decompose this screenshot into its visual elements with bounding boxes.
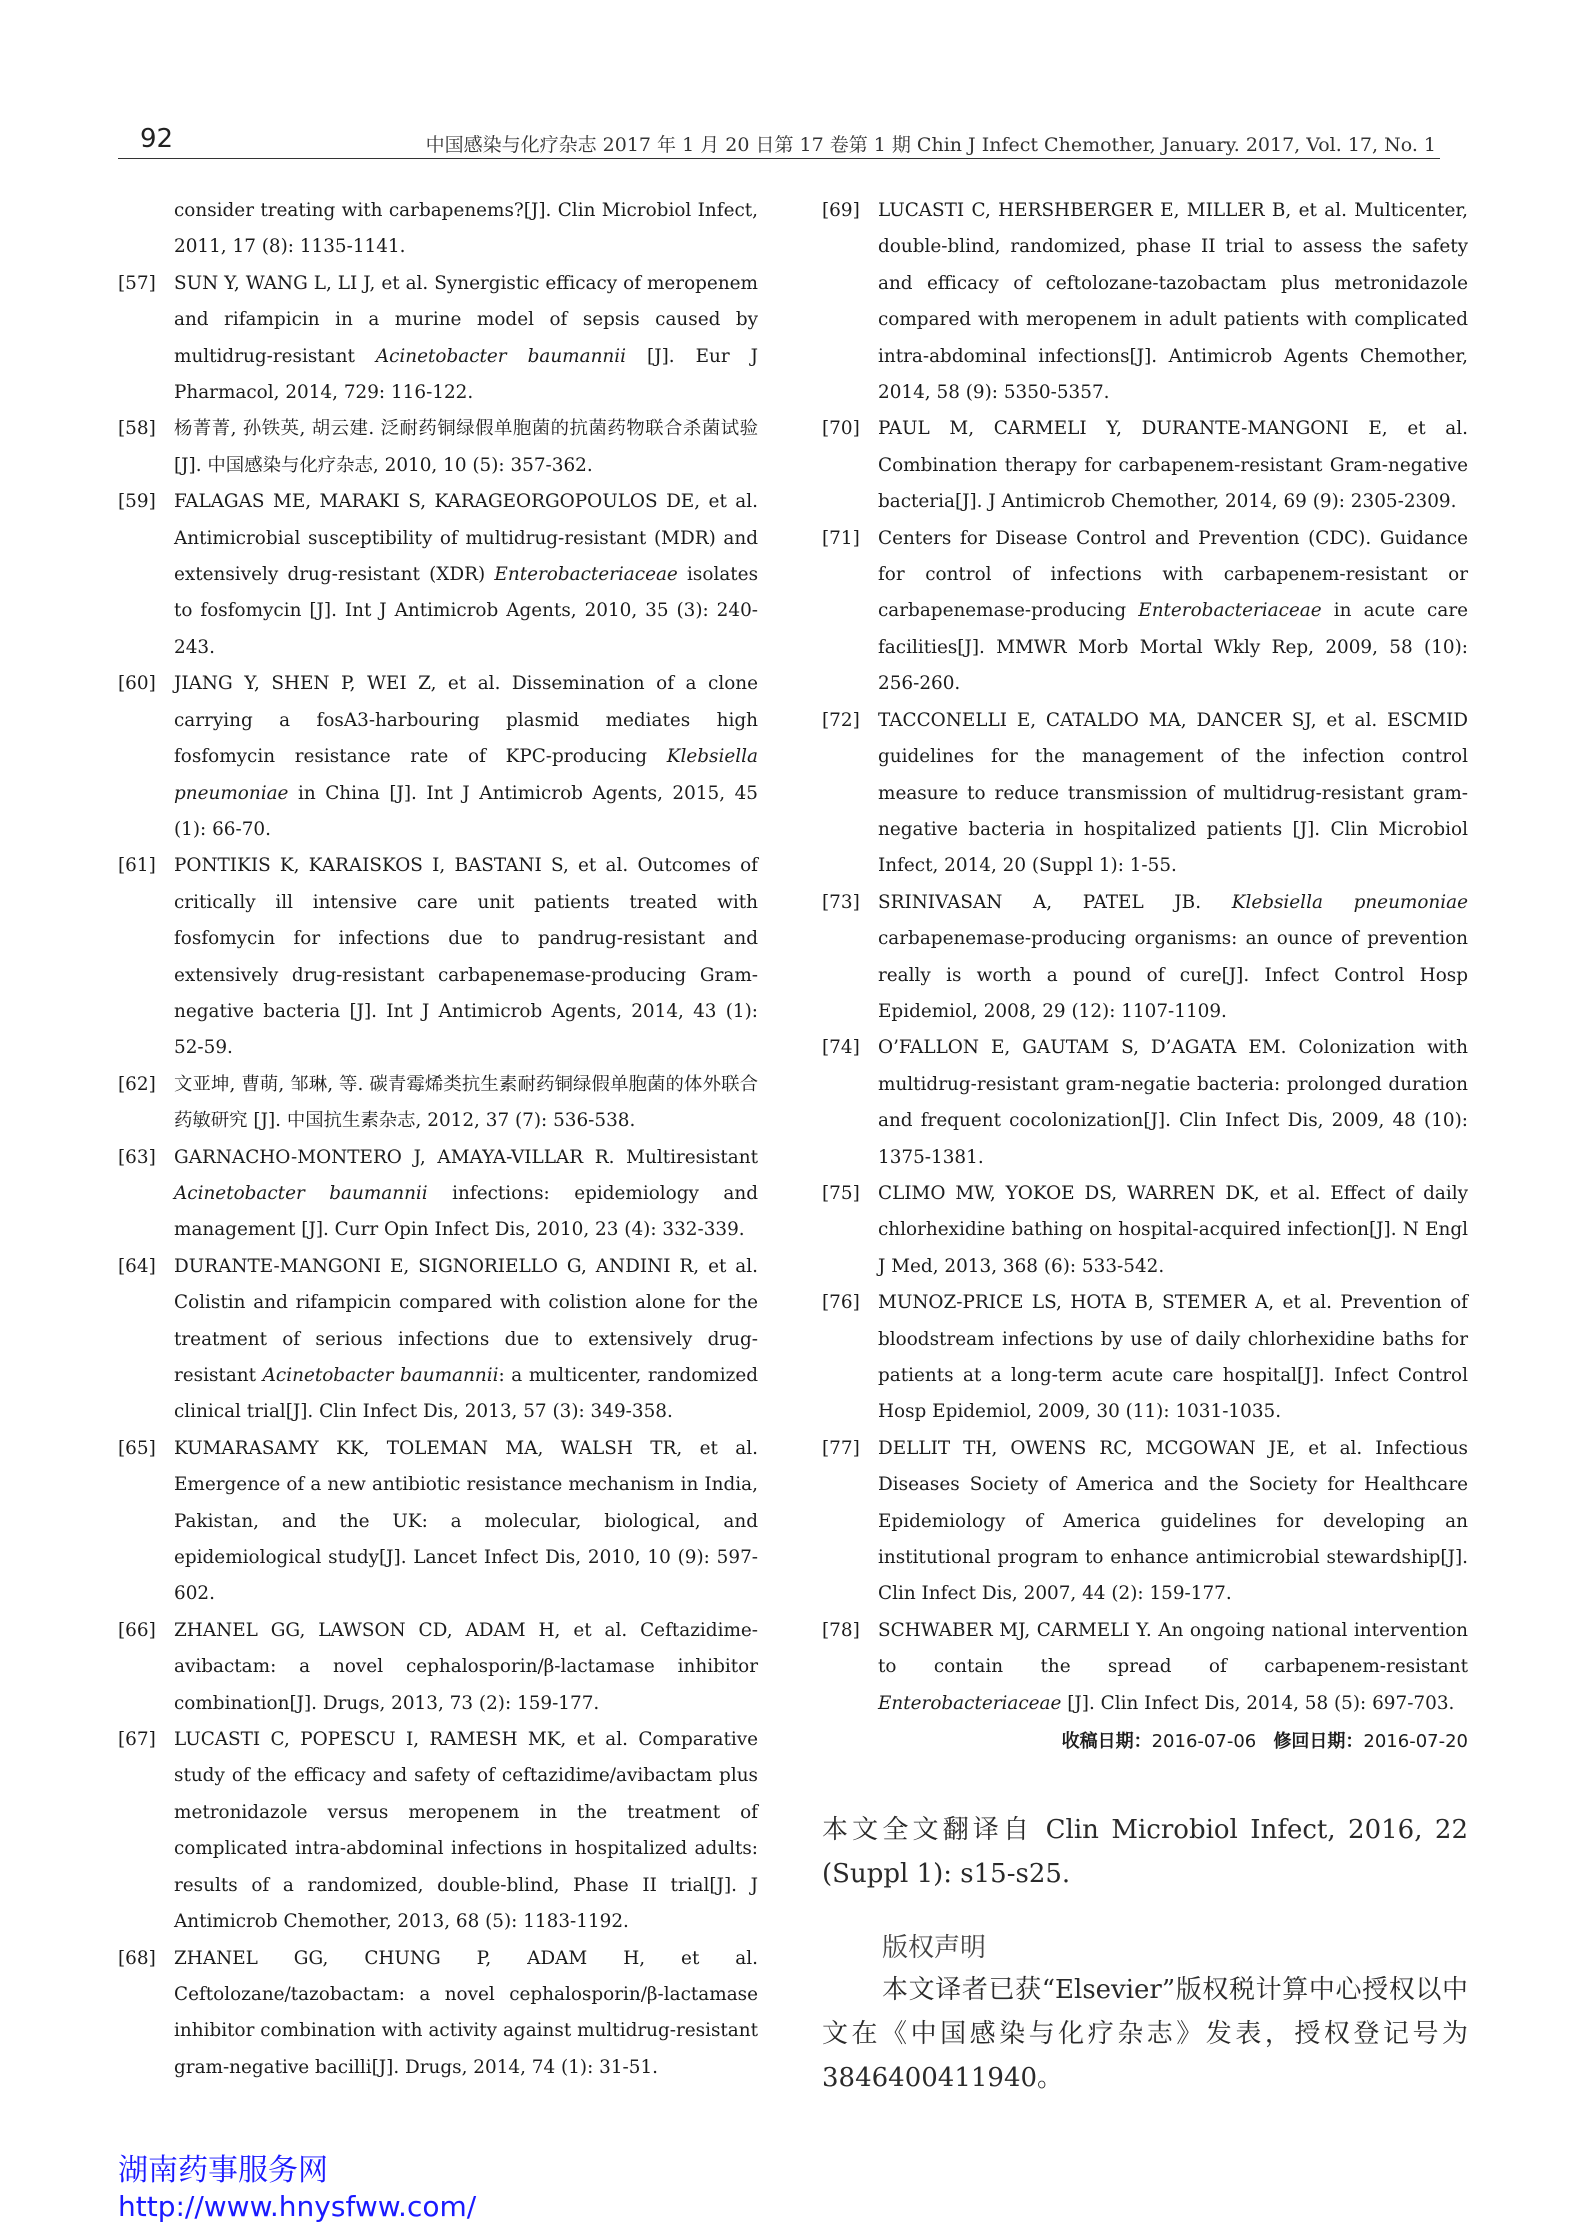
reference-item [118,193,758,266]
reference-item [822,1176,1468,1285]
reference-text: in acute care facilities[J]. MMWR Morb Mortal Wkly Rep, 2009, 58 (10): 256-260. [878,600,1468,695]
species-name: Enterobacteriaceae [494,564,678,586]
page-header [118,118,1440,159]
reference-item [118,666,758,848]
reference-text: FALAGAS ME, MARAKI S, KARAGEORGOPOULOS DE, et al. Antimicrobial susceptibility of multidrug-resistant (MDR) and extensively drug-resistant (XDR) [174,491,758,586]
species-name: Klebsiella pneumoniae [174,746,758,804]
reference-number: [57] [118,272,156,294]
translation-note: 本文全文翻译自 Clin Microbiol Infect, 2016, 22 (Suppl 1): s15-s25. [822,1815,1468,1890]
reference-number: [75] [822,1182,860,1204]
reference-list-left [118,266,758,2086]
reference-text: isolates to fosfomycin [J]. Int J Antimicrob Agents, 2010, 35 (3): 240-243. [174,564,759,658]
reference-text: PAUL M, CARMELI Y, DURANTE-MANGONI E, et al. Combination therapy for carbapenem-resistant Gram-negative bacteria[J]. J Antimicrob Chemother, 2014, 69 (9): 2305-2309. [878,418,1468,513]
revised-label: 修回日期： [1273,1731,1364,1753]
reference-item [822,885,1468,1031]
reference-number: [72] [822,709,860,731]
reference-item [118,1067,758,1140]
reference-item [822,1431,1468,1613]
reference-item [822,1285,1468,1431]
reference-continuation [118,193,758,266]
reference-text: DELLIT TH, OWENS RC, MCGOWAN JE, et al. Infectious Diseases Society of America and the Society for Healthcare Epidemiology of America guidelines for developing an institutional program to enhance antimicrobial stewardship[J]. Clin Infect Dis, 2007, 44 (2): 159-177. [878,1437,1468,1605]
reference-item [118,411,758,484]
reference-item [118,1613,758,1722]
received-date: 2016-07-06 [1151,1731,1257,1753]
reference-text: PONTIKIS K, KARAISKOS I, BASTANI S, et al. Outcomes of critically ill intensive care unit patients treated with fosfomycin for infections due to pandrug-resistant and extensively drug-resistant carbapenemase-producing Gram-negative bacteria [J]. Int J Antimicrob Agents, 2014, 43 (1): 52-59. [174,855,758,1059]
received-dates [822,1724,1468,1760]
reference-text: KUMARASAMY KK, TOLEMAN MA, WALSH TR, et al. Emergence of a new antibiotic resistance mechanism in India, Pakistan, and the UK: a molecular, biological, and epidemiological study[J]. Lancet Infect Dis, 2010, 10 (9): 597-602. [174,1437,758,1605]
reference-list-right [822,193,1468,1722]
watermark-url[interactable]: http://www.hnysfww.com/ [118,2190,477,2223]
reference-text: infections: epidemiology and management [J]. Curr Opin Infect Dis, 2010, 23 (4): 332-339. [174,1182,758,1241]
reference-text: MUNOZ-PRICE LS, HOTA B, STEMER A, et al. Prevention of bloodstream infections by use of daily chlorhexidine baths for patients at a long-term acute care hospital[J]. Infect Control Hosp Epidemiol, 2009, 30 (11): 1031-1035. [878,1292,1468,1423]
species-name: Acinetobacter baumannii [375,345,627,367]
right-column [822,193,1468,2100]
reference-text: in China [J]. Int J Antimicrob Agents, 2015, 45 (1): 66-70. [174,782,758,840]
species-name: Enterobacteriaceae [1138,600,1322,622]
reference-number: [63] [118,1146,156,1168]
reference-number: [69] [822,200,860,221]
copyright-title: 版权声明 [882,1933,987,1964]
reference-number: [58] [118,418,156,440]
reference-item [822,1030,1468,1176]
reference-item [118,484,758,666]
reference-text: [J]. Clin Infect Dis, 2014, 58 (5): 697-703. [1061,1692,1455,1714]
reference-number: [71] [822,527,860,549]
revised-date: 2016-07-20 [1363,1731,1468,1753]
reference-item [118,266,758,412]
reference-text: consider treating with carbapenems?[J]. Clin Microbiol Infect, 2011, 17 (8): 1135-1141. [174,200,758,258]
site-watermark [118,2152,476,2224]
reference-text: TACCONELLI E, CATALDO MA, DANCER SJ, et al. ESCMID guidelines for the management of the infection control measure to reduce transmission of multidrug-resistant gram-negative bacteria in hospitalized patients [J]. Clin Microbiol Infect, 2014, 20 (Suppl 1): 1-55. [878,709,1468,877]
reference-item [118,1140,758,1249]
watermark-site-name: 湖南药事服务网 [118,2153,328,2188]
reference-text: 杨菁菁, 孙铁英, 胡云建. 泛耐药铜绿假单胞菌的抗菌药物联合杀菌试验 [J]. 中国感染与化疗杂志, 2010, 10 (5): 357-362. [174,418,758,476]
reference-number: [68] [118,1947,156,1969]
reference-text: ZHANEL GG, CHUNG P, ADAM H, et al. Ceftolozane/tazobactam: a novel cephalosporin/β-lactamase inhibitor combination with activity against multidrug-resistant gram-negative bacilli[J]. Drugs, 2014, 74 (1): 31-51. [174,1947,758,2078]
reference-item [822,193,1468,411]
reference-item [822,411,1468,520]
reference-number: [61] [118,855,156,877]
copyright-text: 本文译者已获“Elsevier”版权税计算中心授权以中文在《中国感染与化疗杂志》发表，授权登记号为 3846400411940。 [822,1975,1468,2094]
reference-text: LUCASTI C, HERSHBERGER E, MILLER B, et al. Multicenter, double-blind, randomized, phase II trial to assess the safety and efficacy of ceftolozane-tazobactam plus metronidazole compared with meropenem in adult patients with complicated intra-abdominal infections[J]. Antimicrob Agents Chemother, 2014, 58 (9): 5350-5357. [878,200,1468,404]
reference-number: [66] [118,1619,156,1641]
reference-text: CLIMO MW, YOKOE DS, WARREN DK, et al. Effect of daily chlorhexidine bathing on hospital-acquired infection[J]. N Engl J Med, 2013, 368 (6): 533-542. [878,1182,1468,1277]
reference-text: carbapenemase-producing organisms: an ounce of prevention really is worth a pound of cure[J]. Infect Control Hosp Epidemiol, 2008, 29 (12): 1107-1109. [878,928,1468,1022]
reference-item [118,1431,758,1613]
species-name: Klebsiella pneumoniae [1231,891,1468,913]
reference-text: 文亚坤, 曹萌, 邹琳, 等. 碳青霉烯类抗生素耐药铜绿假单胞菌的体外联合药敏研究 [J]. 中国抗生素杂志, 2012, 37 (7): 536-538. [174,1073,758,1132]
reference-text: DURANTE-MANGONI E, SIGNORIELLO G, ANDINI R, et al. Colistin and rifampicin compared with colistion alone for the treatment of serious infections due to extensively drug-resistant [174,1255,758,1386]
reference-text: JIANG Y, SHEN P, WEI Z, et al. Dissemination of a clone carrying a fosA3-harbouring plasmid mediates high fosfomycin resistance rate of KPC-producing [174,673,758,768]
reference-item [118,1722,758,1940]
reference-number: [76] [822,1292,860,1314]
reference-item [118,1941,758,2087]
reference-number: [78] [822,1619,860,1641]
species-name: Acinetobacter baumannii [174,1182,428,1204]
received-label: 收稿日期： [1061,1731,1152,1753]
reference-text: [J]. Eur J Pharmacol, 2014, 729: 116-122. [174,345,758,404]
reference-number: [77] [822,1437,860,1459]
species-name: Acinetobacter baumannii [262,1365,499,1386]
page-number: 92 [140,124,174,154]
reference-text: Centers for Disease Control and Prevention (CDC). Guidance for control of infections with carbapenem-resistant or carbapenemase-producing [878,527,1468,622]
reference-number: [73] [822,891,860,913]
left-column [118,193,758,2086]
reference-number: [64] [118,1255,156,1277]
running-header-journal: 中国感染与化疗杂志 2017 年 1 月 20 日第 17 卷第 1 期 Chin J Infect Chemother, January. 2017, Vol. 17, No. 1 [425,134,1436,156]
reference-number: [59] [118,491,156,513]
reference-item [118,848,758,1066]
reference-number: [62] [118,1073,156,1095]
reference-number: [60] [118,673,156,695]
reference-number: [67] [118,1729,156,1751]
reference-item [822,1613,1468,1722]
reference-text: SRINIVASAN A, PATEL JB. [878,891,1232,913]
reference-text: O’FALLON E, GAUTAM S, D’AGATA EM. Colonization with multidrug-resistant gram-negatie bacteria: prolonged duration and frequent cocolonization[J]. Clin Infect Dis, 2009, 48 (10): 1375-1381. [878,1037,1468,1168]
reference-text: ZHANEL GG, LAWSON CD, ADAM H, et al. Ceftazidime-avibactam: a novel cephalosporin/β-lactamase inhibitor combination[J]. Drugs, 2013, 73 (2): 159-177. [174,1619,758,1714]
reference-text: SCHWABER MJ, CARMELI Y. An ongoing national intervention to contain the spread of carbapenem-resistant [878,1619,1468,1678]
species-name: Enterobacteriaceae [878,1692,1062,1714]
reference-item [822,521,1468,703]
reference-text: GARNACHO-MONTERO J, AMAYA-VILLAR R. Multiresistant [174,1146,758,1168]
reference-item [118,1249,758,1431]
reference-text: LUCASTI C, POPESCU I, RAMESH MK, et al. Comparative study of the efficacy and safety of ceftazidime/avibactam plus metronidazole versus meropenem in the treatment of complicated intra-abdominal infections in hospitalized adults: results of a randomized, double-blind, Phase II trial[J]. J Antimicrob Chemother, 2013, 68 (5): 1183-1192. [174,1729,758,1933]
reference-text: : a multicenter, randomized clinical trial[J]. Clin Infect Dis, 2013, 57 (3): 349-358. [174,1365,758,1423]
reference-number: [74] [822,1037,860,1059]
reference-item [822,703,1468,885]
reference-text: SUN Y, WANG L, LI J, et al. Synergistic efficacy of meropenem and rifampicin in a murine model of sepsis caused by multidrug-resistant [174,272,758,367]
reference-number: [65] [118,1437,156,1459]
reference-number: [70] [822,418,860,440]
